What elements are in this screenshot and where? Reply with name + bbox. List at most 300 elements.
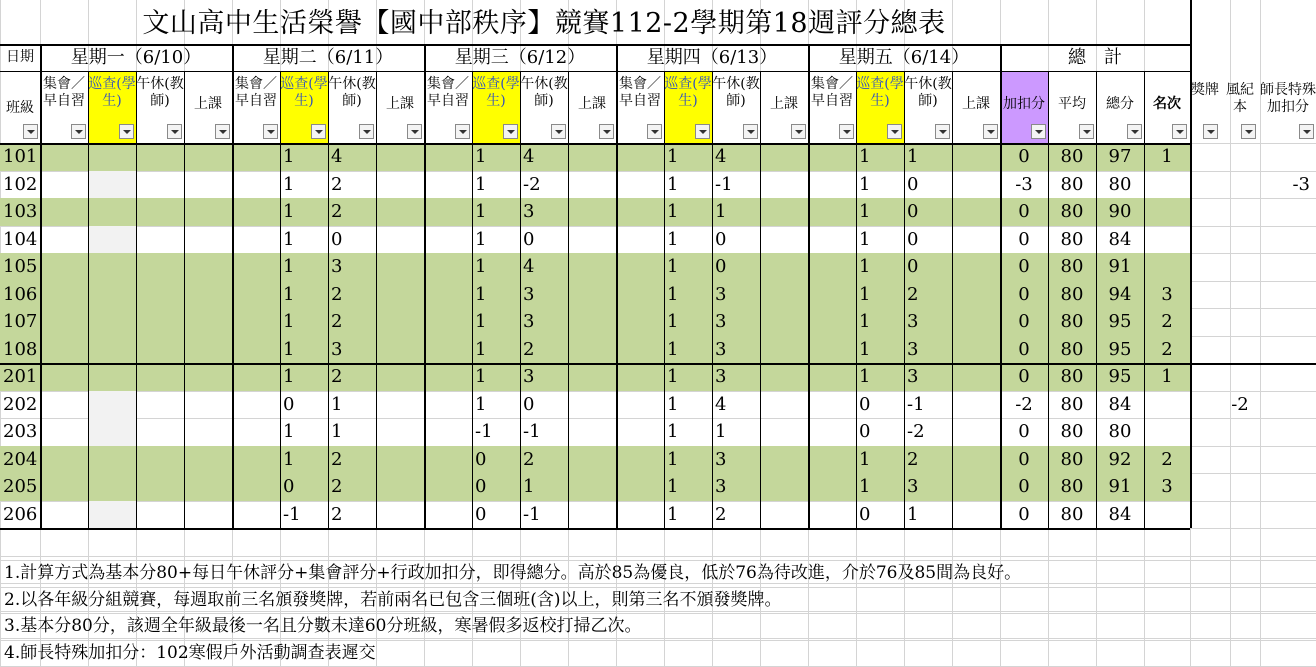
patrol-score-cell[interactable]: 1	[859, 173, 871, 195]
discipline-book-cell[interactable]	[1222, 336, 1258, 364]
patrol-score-cell[interactable]: 1	[283, 201, 295, 222]
class-cell[interactable]: 201	[3, 366, 38, 387]
footnote: 4.師長特殊加扣分：102寒假戶外活動調查表遲交	[4, 642, 376, 663]
patrol-score-cell[interactable]: 1	[667, 421, 679, 442]
adjust-cell[interactable]: 0	[1018, 146, 1030, 167]
nap-score-cell[interactable]: 1	[523, 476, 535, 497]
totals-header: 總 計	[1068, 47, 1122, 68]
nap-score-cell[interactable]: 2	[331, 283, 343, 305]
discipline-book-column-header: 風紀本	[1226, 82, 1254, 115]
nap-score-cell[interactable]: -2	[907, 421, 925, 442]
filter-dropdown-icon[interactable]	[1172, 124, 1187, 139]
total-cell[interactable]: 80	[1108, 173, 1132, 195]
patrol-score-cell[interactable]: 1	[475, 228, 487, 250]
total-cell[interactable]: 95	[1108, 338, 1132, 360]
border	[664, 71, 665, 528]
patrol-score-cell[interactable]: 1	[667, 448, 679, 470]
filter-dropdown-icon[interactable]	[311, 124, 326, 139]
patrol-score-cell[interactable]: 1	[667, 393, 679, 415]
teacher-special-cell[interactable]	[1260, 198, 1314, 226]
average-cell[interactable]: 80	[1060, 338, 1084, 360]
total-cell[interactable]: 95	[1108, 366, 1132, 387]
class-cell[interactable]: 101	[3, 146, 38, 167]
monday-patrol-empty	[88, 418, 136, 446]
class-cell[interactable]: 103	[3, 201, 38, 222]
corner-date-label: 日期	[6, 49, 34, 65]
nap-score-cell[interactable]: 0	[907, 256, 919, 277]
nap-score-cell[interactable]: 4	[523, 146, 535, 167]
border	[520, 71, 521, 528]
patrol-column-header: 巡查(學生)	[280, 72, 328, 143]
nap-column-header: 午休(教師)	[712, 76, 760, 109]
patrol-score-cell[interactable]: 0	[475, 448, 487, 470]
patrol-score-cell[interactable]: 1	[667, 228, 679, 250]
nap-score-cell[interactable]: 2	[331, 201, 343, 222]
nap-score-cell[interactable]: 2	[715, 503, 727, 525]
filter-dropdown-icon[interactable]	[599, 124, 614, 139]
filter-dropdown-icon[interactable]	[1031, 124, 1046, 139]
border	[856, 71, 857, 528]
nap-score-cell[interactable]: 2	[331, 366, 343, 387]
average-cell[interactable]: 80	[1060, 311, 1084, 332]
filter-dropdown-icon[interactable]	[503, 124, 518, 139]
filter-dropdown-icon[interactable]	[887, 124, 902, 139]
nap-score-cell[interactable]: -1	[715, 173, 733, 195]
patrol-score-cell[interactable]: 0	[283, 476, 295, 497]
class-cell[interactable]: 108	[3, 338, 38, 360]
average-cell[interactable]: 80	[1060, 256, 1084, 277]
patrol-score-cell[interactable]: -1	[283, 503, 301, 525]
patrol-score-cell[interactable]: 1	[667, 503, 679, 525]
filter-dropdown-icon[interactable]	[551, 124, 566, 139]
discipline-book-cell[interactable]	[1222, 281, 1258, 309]
patrol-score-cell[interactable]: 1	[859, 366, 871, 387]
patrol-score-cell[interactable]: 1	[283, 311, 295, 332]
day-header: 星期二（6/11）	[262, 47, 394, 68]
filter-dropdown-icon[interactable]	[215, 124, 230, 139]
total-cell[interactable]: 95	[1108, 311, 1132, 332]
total-cell[interactable]: 92	[1108, 448, 1132, 470]
nap-score-cell[interactable]: 3	[907, 476, 919, 497]
filter-dropdown-icon[interactable]	[71, 124, 86, 139]
nap-score-cell[interactable]: 4	[715, 146, 727, 167]
total-cell[interactable]: 97	[1108, 146, 1132, 167]
border	[136, 71, 137, 528]
day-header: 星期五（6/14）	[838, 47, 970, 68]
nap-score-cell[interactable]: -1	[907, 393, 925, 415]
teacher-special-cell[interactable]	[1260, 336, 1314, 364]
patrol-score-cell[interactable]: 1	[283, 256, 295, 277]
nap-score-cell[interactable]: 1	[907, 503, 919, 525]
patrol-score-cell[interactable]: 1	[859, 311, 871, 332]
patrol-score-cell[interactable]: 1	[667, 338, 679, 360]
teacher-special-cell[interactable]	[1260, 143, 1314, 171]
filter-dropdown-icon[interactable]	[1299, 124, 1314, 139]
teacher-special-column-header: 師長特殊加扣分	[1260, 82, 1316, 115]
rank-cell[interactable]: 2	[1161, 448, 1173, 470]
nap-score-cell[interactable]: 0	[907, 228, 919, 250]
day-header: 星期三（6/12）	[454, 47, 586, 68]
footnote: 1.計算方式為基本分80+每日午休評分+集會評分+行政加扣分，即得總分。高於85為優良，低於76為待改進，介於76及85間為良好。	[4, 563, 1022, 583]
nap-score-cell[interactable]: 1	[715, 421, 727, 442]
gridline-h	[0, 556, 1316, 557]
nap-score-cell[interactable]: 1	[331, 421, 343, 442]
filter-dropdown-icon[interactable]	[1241, 124, 1256, 139]
nap-score-cell[interactable]: 3	[715, 311, 727, 332]
filter-dropdown-icon[interactable]	[263, 124, 278, 139]
patrol-score-cell[interactable]: 1	[667, 311, 679, 332]
border	[376, 71, 377, 528]
adjust-cell[interactable]: 0	[1018, 448, 1030, 470]
teacher-special-cell[interactable]	[1260, 281, 1314, 309]
total-cell[interactable]: 84	[1108, 503, 1132, 525]
border	[712, 71, 713, 528]
patrol-score-cell[interactable]: 1	[283, 366, 295, 387]
filter-dropdown-icon[interactable]	[1203, 124, 1218, 139]
assembly-column-header: 集會／早自習	[235, 76, 277, 109]
nap-column-header: 午休(教師)	[136, 76, 184, 109]
average-cell[interactable]: 80	[1060, 503, 1084, 525]
rank-cell[interactable]	[1144, 171, 1190, 199]
adjust-cell[interactable]: 0	[1018, 366, 1030, 387]
class-cell[interactable]: 206	[3, 503, 38, 525]
nap-score-cell[interactable]: 3	[523, 283, 535, 305]
patrol-score-cell[interactable]: 1	[475, 283, 487, 305]
filter-dropdown-icon[interactable]	[119, 124, 134, 139]
total-cell[interactable]: 84	[1108, 393, 1132, 415]
filter-dropdown-icon[interactable]	[455, 124, 470, 139]
discipline-book-cell[interactable]	[1222, 198, 1258, 226]
nap-score-cell[interactable]: 2	[523, 338, 535, 360]
total-column-header: 總分	[1106, 96, 1134, 112]
day-header: 星期四（6/13）	[646, 47, 778, 68]
border	[184, 71, 185, 528]
filter-dropdown-icon[interactable]	[359, 124, 374, 139]
adjust-cell[interactable]: 0	[1018, 311, 1030, 332]
total-cell[interactable]: 84	[1108, 228, 1132, 250]
rank-cell[interactable]	[1144, 501, 1190, 529]
adjust-cell[interactable]: -3	[1015, 173, 1033, 195]
adjust-cell[interactable]: 0	[1018, 503, 1030, 525]
rank-column-header: 名次	[1153, 96, 1181, 112]
border	[1144, 71, 1145, 528]
patrol-score-cell[interactable]: 1	[475, 393, 487, 415]
patrol-column-header: 巡查(學生)	[664, 72, 712, 143]
patrol-score-cell[interactable]: 1	[283, 448, 295, 470]
patrol-score-cell[interactable]: 1	[475, 256, 487, 277]
patrol-score-cell[interactable]: -1	[475, 421, 493, 442]
border	[0, 363, 1316, 365]
nap-score-cell[interactable]: 0	[907, 201, 919, 222]
patrol-score-cell[interactable]: 1	[859, 146, 871, 167]
discipline-book-cell[interactable]	[1222, 253, 1258, 281]
border	[0, 44, 1190, 46]
nap-score-cell[interactable]: 1	[715, 201, 727, 222]
nap-score-cell[interactable]: 2	[523, 448, 535, 470]
nap-score-cell[interactable]: 0	[907, 173, 919, 195]
patrol-score-cell[interactable]: 1	[667, 366, 679, 387]
patrol-column-header: 巡查(學生)	[856, 72, 904, 143]
patrol-score-cell[interactable]: 1	[667, 173, 679, 195]
discipline-book-cell[interactable]	[1222, 143, 1258, 171]
patrol-score-cell[interactable]: 1	[667, 256, 679, 277]
nap-score-cell[interactable]: 0	[715, 256, 727, 277]
discipline-book-cell[interactable]	[1222, 473, 1258, 501]
border	[424, 44, 426, 528]
class-cell[interactable]: 102	[3, 173, 38, 195]
border	[0, 528, 1190, 530]
class-column-header: 上課	[386, 96, 414, 112]
nap-score-cell[interactable]: 2	[331, 476, 343, 497]
patrol-score-cell[interactable]: 1	[859, 228, 871, 250]
patrol-score-cell[interactable]: 0	[283, 393, 295, 415]
nap-score-cell[interactable]: 3	[715, 338, 727, 360]
nap-score-cell[interactable]: 0	[331, 228, 343, 250]
patrol-score-cell[interactable]: 1	[283, 338, 295, 360]
average-cell[interactable]: 80	[1060, 146, 1084, 167]
assembly-column-header: 集會／早自習	[811, 76, 853, 109]
class-cell[interactable]: 202	[3, 393, 38, 415]
adjust-cell[interactable]: 0	[1018, 228, 1030, 250]
nap-score-cell[interactable]: 2	[331, 448, 343, 470]
filter-dropdown-icon[interactable]	[1079, 124, 1094, 139]
nap-score-cell[interactable]: 3	[715, 366, 727, 387]
nap-score-cell[interactable]: 1	[907, 146, 919, 167]
border	[0, 143, 1190, 145]
day-header: 星期一（6/10）	[70, 47, 202, 68]
average-cell[interactable]: 80	[1060, 283, 1084, 305]
border	[616, 44, 618, 528]
border	[280, 71, 281, 528]
nap-score-cell[interactable]: 2	[907, 448, 919, 470]
patrol-score-cell[interactable]: 1	[859, 476, 871, 497]
rank-cell[interactable]	[1144, 198, 1190, 226]
nap-score-cell[interactable]: 3	[907, 366, 919, 387]
teacher-special-cell[interactable]	[1260, 446, 1314, 474]
rank-cell[interactable]: 3	[1161, 476, 1173, 497]
patrol-score-cell[interactable]: 1	[859, 338, 871, 360]
average-cell[interactable]: 80	[1060, 393, 1084, 415]
total-cell[interactable]: 91	[1108, 476, 1132, 497]
assembly-column-header: 集會／早自習	[619, 76, 661, 109]
sheet-title: 文山高中生活榮譽【國中部秩序】競賽112-2學期第18週評分總表	[142, 8, 946, 39]
class-column-header: 上課	[962, 96, 990, 112]
teacher-special-cell[interactable]	[1260, 501, 1314, 529]
nap-score-cell[interactable]: 3	[523, 311, 535, 332]
border	[1000, 44, 1002, 528]
patrol-score-cell[interactable]: 1	[859, 448, 871, 470]
teacher-special-cell[interactable]	[1260, 473, 1314, 501]
patrol-score-cell[interactable]: 0	[859, 393, 871, 415]
nap-score-cell[interactable]: 4	[331, 146, 343, 167]
average-cell[interactable]: 80	[1060, 201, 1084, 222]
rank-cell[interactable]: 2	[1161, 311, 1173, 332]
border	[760, 71, 761, 528]
patrol-score-cell[interactable]: 1	[667, 283, 679, 305]
class-cell[interactable]: 205	[3, 476, 38, 497]
border	[328, 71, 329, 528]
nap-column-header: 午休(教師)	[328, 76, 376, 109]
rank-cell[interactable]	[1144, 391, 1190, 419]
nap-score-cell[interactable]: 2	[907, 283, 919, 305]
patrol-score-cell[interactable]: 1	[475, 173, 487, 195]
patrol-score-cell[interactable]: 1	[283, 283, 295, 305]
class-cell[interactable]: 204	[3, 448, 38, 470]
border	[1048, 71, 1049, 528]
teacher-special-cell[interactable]: -3	[1292, 173, 1310, 195]
nap-column-header: 午休(教師)	[520, 76, 568, 109]
patrol-score-cell[interactable]: 1	[475, 311, 487, 332]
class-cell[interactable]: 105	[3, 256, 38, 277]
rank-cell[interactable]: 3	[1161, 283, 1173, 305]
discipline-book-cell[interactable]	[1222, 308, 1258, 336]
adjust-cell[interactable]: 0	[1018, 201, 1030, 222]
patrol-column-header: 巡查(學生)	[88, 72, 136, 143]
discipline-book-cell[interactable]	[1222, 226, 1258, 254]
teacher-special-cell[interactable]	[1260, 363, 1314, 391]
adjust-cell[interactable]: 0	[1018, 256, 1030, 277]
assembly-column-header: 集會／早自習	[427, 76, 469, 109]
nap-score-cell[interactable]: 0	[523, 228, 535, 250]
teacher-special-cell[interactable]	[1260, 391, 1314, 419]
nap-score-cell[interactable]: 3	[331, 338, 343, 360]
nap-score-cell[interactable]: 3	[523, 201, 535, 222]
adjust-cell[interactable]: 0	[1018, 338, 1030, 360]
nap-score-cell[interactable]: 3	[715, 283, 727, 305]
filter-dropdown-icon[interactable]	[647, 124, 662, 139]
class-cell[interactable]: 203	[3, 421, 38, 442]
rank-cell[interactable]	[1144, 418, 1190, 446]
discipline-book-cell[interactable]	[1222, 363, 1258, 391]
class-cell[interactable]: 106	[3, 283, 38, 305]
border	[904, 71, 905, 528]
nap-score-cell[interactable]: 4	[715, 393, 727, 415]
patrol-score-cell[interactable]: 1	[667, 201, 679, 222]
corner-class-label: 班級	[6, 100, 34, 116]
average-cell[interactable]: 80	[1060, 366, 1084, 387]
discipline-book-cell[interactable]: -2	[1231, 393, 1249, 415]
patrol-score-cell[interactable]: 1	[667, 476, 679, 497]
filter-dropdown-icon[interactable]	[695, 124, 710, 139]
filter-dropdown-icon[interactable]	[23, 124, 38, 139]
average-cell[interactable]: 80	[1060, 173, 1084, 195]
discipline-book-cell[interactable]	[1222, 446, 1258, 474]
border	[472, 71, 473, 528]
rank-cell[interactable]	[1144, 226, 1190, 254]
nap-score-cell[interactable]: 3	[715, 448, 727, 470]
average-cell[interactable]: 80	[1060, 228, 1084, 250]
patrol-score-cell[interactable]: 1	[283, 173, 295, 195]
rank-cell[interactable]: 1	[1161, 366, 1173, 387]
nap-score-cell[interactable]: -2	[523, 173, 541, 195]
nap-score-cell[interactable]: 3	[331, 256, 343, 277]
nap-score-cell[interactable]: 4	[523, 256, 535, 277]
patrol-score-cell[interactable]: 0	[859, 503, 871, 525]
filter-dropdown-icon[interactable]	[407, 124, 422, 139]
nap-score-cell[interactable]: 3	[523, 366, 535, 387]
filter-dropdown-icon[interactable]	[743, 124, 758, 139]
patrol-score-cell[interactable]: 1	[475, 201, 487, 222]
filter-dropdown-icon[interactable]	[839, 124, 854, 139]
teacher-special-cell[interactable]	[1260, 253, 1314, 281]
assembly-column-header: 集會／早自習	[43, 76, 85, 109]
total-cell[interactable]: 91	[1108, 256, 1132, 277]
discipline-book-cell[interactable]	[1222, 501, 1258, 529]
border	[568, 71, 569, 528]
patrol-score-cell[interactable]: 1	[859, 283, 871, 305]
adjust-cell[interactable]: 0	[1018, 421, 1030, 442]
nap-score-cell[interactable]: -1	[523, 421, 541, 442]
adjust-cell[interactable]: 0	[1018, 476, 1030, 497]
medal-column-header: 獎牌	[1191, 82, 1219, 98]
nap-score-cell[interactable]: 1	[331, 393, 343, 415]
discipline-book-cell[interactable]	[1222, 418, 1258, 446]
patrol-score-cell[interactable]: 1	[667, 146, 679, 167]
nap-score-cell[interactable]: 3	[907, 338, 919, 360]
average-cell[interactable]: 80	[1060, 476, 1084, 497]
class-column-header: 上課	[770, 96, 798, 112]
nap-score-cell[interactable]: 3	[907, 311, 919, 332]
total-cell[interactable]: 94	[1108, 283, 1132, 305]
patrol-score-cell[interactable]: 1	[475, 366, 487, 387]
nap-score-cell[interactable]: 2	[331, 173, 343, 195]
patrol-score-cell[interactable]: 0	[475, 503, 487, 525]
class-cell[interactable]: 104	[3, 228, 38, 250]
discipline-book-cell[interactable]	[1222, 171, 1258, 199]
patrol-score-cell[interactable]: 1	[283, 421, 295, 442]
average-cell[interactable]: 80	[1060, 448, 1084, 470]
class-column-header: 上課	[194, 96, 222, 112]
patrol-score-cell[interactable]: 1	[859, 201, 871, 222]
patrol-score-cell[interactable]: 0	[475, 476, 487, 497]
filter-dropdown-icon[interactable]	[791, 124, 806, 139]
border	[952, 71, 953, 528]
total-cell[interactable]: 90	[1108, 201, 1132, 222]
patrol-score-cell[interactable]: 0	[859, 421, 871, 442]
patrol-score-cell[interactable]: 1	[283, 146, 295, 167]
filter-dropdown-icon[interactable]	[1127, 124, 1142, 139]
rank-cell[interactable]: 1	[1161, 146, 1173, 167]
patrol-score-cell[interactable]: 1	[475, 146, 487, 167]
nap-score-cell[interactable]: 3	[715, 476, 727, 497]
nap-score-cell[interactable]: -1	[523, 503, 541, 525]
patrol-score-cell[interactable]: 1	[859, 256, 871, 277]
nap-score-cell[interactable]: 0	[523, 393, 535, 415]
filter-dropdown-icon[interactable]	[167, 124, 182, 139]
monday-patrol-empty	[88, 171, 136, 199]
nap-score-cell[interactable]: 0	[715, 228, 727, 250]
filter-dropdown-icon[interactable]	[983, 124, 998, 139]
nap-score-cell[interactable]: 2	[331, 503, 343, 525]
adjust-cell[interactable]: 0	[1018, 283, 1030, 305]
monday-patrol-empty	[88, 501, 136, 529]
rank-cell[interactable]: 2	[1161, 338, 1173, 360]
adjust-cell[interactable]: -2	[1015, 393, 1033, 415]
patrol-score-cell[interactable]: 1	[475, 338, 487, 360]
patrol-score-cell[interactable]: 1	[283, 228, 295, 250]
teacher-special-cell[interactable]	[1260, 418, 1314, 446]
class-cell[interactable]: 107	[3, 311, 38, 332]
teacher-special-cell[interactable]	[1260, 226, 1314, 254]
filter-dropdown-icon[interactable]	[935, 124, 950, 139]
teacher-special-cell[interactable]	[1260, 308, 1314, 336]
monday-patrol-empty	[88, 391, 136, 419]
rank-cell[interactable]	[1144, 253, 1190, 281]
border	[0, 71, 1190, 72]
nap-score-cell[interactable]: 2	[331, 311, 343, 332]
total-cell[interactable]: 80	[1108, 421, 1132, 442]
average-cell[interactable]: 80	[1060, 421, 1084, 442]
